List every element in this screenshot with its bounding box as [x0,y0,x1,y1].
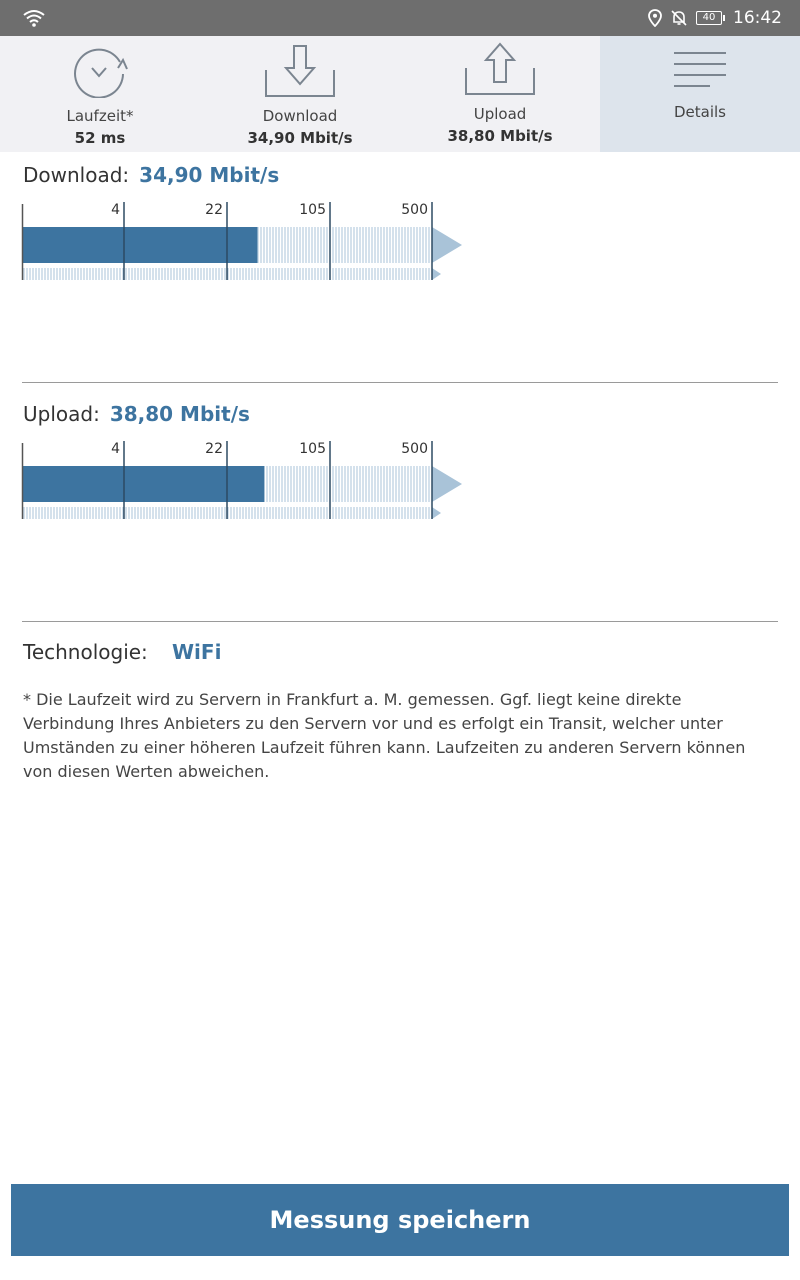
status-bar [0,0,800,36]
tab-latency[interactable] [0,36,200,152]
tab-latency-label: Laufzeit* [66,107,134,125]
meter-tick-label: 22 [205,441,223,457]
upload-heading [23,402,250,426]
tab-upload-value: 38,80 Mbit/s [447,127,553,145]
download-label: Download: [23,163,130,187]
technology-value: WiFi [172,640,222,664]
technology-label: Technologie: [23,640,148,664]
wifi-icon [22,8,46,28]
tab-details[interactable] [600,36,800,152]
battery-level: 40 [696,11,722,25]
meter-arrow [432,466,462,502]
meter-tick-label: 105 [299,202,326,218]
meter-tick-label: 105 [299,441,326,457]
battery-icon [696,11,725,25]
meter-thin-arrow [432,507,441,519]
meter-tick-label: 500 [401,441,428,457]
meter-tick-label: 22 [205,202,223,218]
save-measurement-button[interactable]: Messung speichern [11,1184,789,1256]
meter-fill-bar [22,466,264,502]
upload-value: 38,80 Mbit/s [109,402,250,426]
upload-icon [464,42,536,98]
download-speed-meter [0,196,800,286]
clock: 16:42 [733,8,782,28]
tab-upload[interactable] [400,36,600,152]
tab-details-label: Details [673,103,726,121]
latency-footnote: * Die Laufzeit wird zu Servern in Frankfurt a. M. gemessen. Ggf. liegt keine direkte Verbindung Ihres Anbieters zu den Servern vor und es erfolgt ein Transit, welcher unter Umständen zu einer höheren Laufzeit führen kann. Laufzeiten zu anderen Servern können von diesen Werten abweichen. [23,690,746,781]
latency-gauge-icon [69,46,131,98]
notifications-off-icon [670,9,688,27]
result-tabs [0,36,800,152]
section-divider [22,382,778,383]
tab-download-label: Download [262,107,338,125]
menu-lines-icon [672,50,728,90]
tab-upload-label: Upload [473,105,527,123]
download-value: 34,90 Mbit/s [139,163,280,187]
download-heading [23,163,279,187]
download-icon [264,44,336,100]
tab-download[interactable] [200,36,400,152]
section-divider [22,621,778,622]
location-icon [648,9,662,27]
tab-download-value: 34,90 Mbit/s [247,129,353,147]
meter-arrow [432,227,462,263]
meter-fill-bar [22,227,257,263]
upload-label: Upload: [23,402,100,426]
meter-tick-label: 500 [401,202,428,218]
tab-latency-value: 52 ms [74,129,126,147]
meter-thin-arrow [432,268,441,280]
meter-tick-label: 4 [111,441,120,457]
status-right [648,0,782,36]
upload-speed-meter [0,435,800,525]
meter-tick-label: 4 [111,202,120,218]
